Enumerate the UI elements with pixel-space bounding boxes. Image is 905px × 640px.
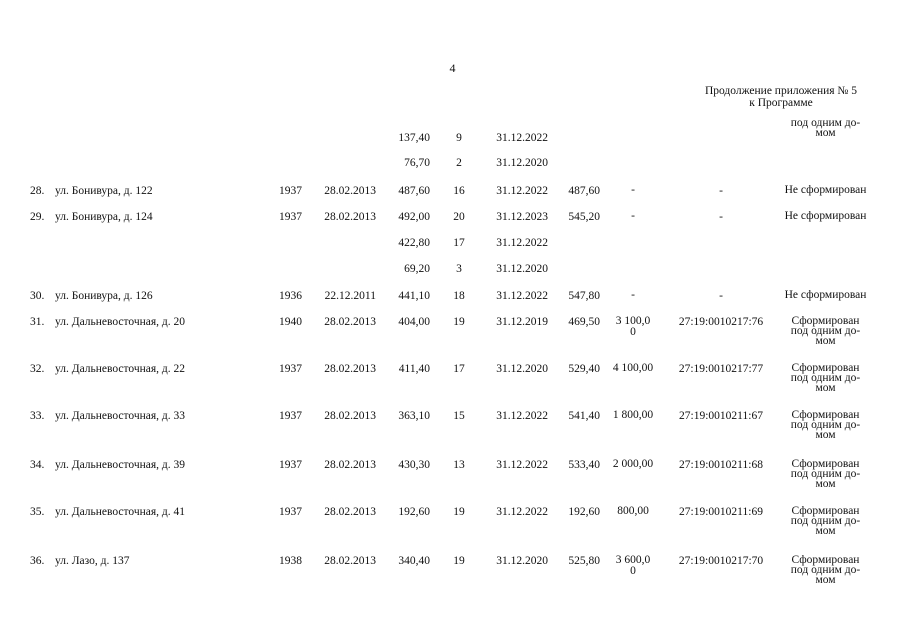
appendix-header (690, 85, 872, 109)
cadastral-number-cell: - (719, 211, 723, 223)
area-cell: 363,10 (398, 410, 430, 422)
resettlement-date-cell: 31.12.2022 (496, 506, 548, 518)
residents-count-cell: 19 (453, 506, 465, 518)
residents-count-cell: 18 (453, 290, 465, 302)
plot-status-cell: Не сформирован (784, 210, 867, 222)
total-area-cell: 469,50 (568, 316, 600, 328)
land-area-cell: 4 100,00 (612, 362, 654, 374)
cadastral-number-cell: 27:19:0010217:76 (678, 316, 764, 328)
address-cell: ул. Дальневосточная, д. 39 (55, 459, 186, 471)
address-cell: ул. Дальневосточная, д. 20 (55, 316, 186, 328)
cadastral-number-cell: - (719, 185, 723, 197)
recognition-date-cell: 28.02.2013 (324, 363, 376, 375)
plot-status-cell: Сформирован под одним до- мом (790, 458, 861, 490)
area-cell: 441,10 (398, 290, 430, 302)
year-built-cell: 1937 (279, 506, 302, 518)
resettlement-date-cell: 31.12.2022 (496, 185, 548, 197)
land-area-cell: - (631, 289, 635, 301)
land-area-cell: - (631, 184, 635, 196)
residents-count-cell: 13 (453, 459, 465, 471)
table-row (0, 409, 905, 441)
address-cell: ул. Бонивура, д. 122 (55, 185, 153, 197)
residents-count-cell: 16 (453, 185, 465, 197)
year-built-cell: 1938 (279, 555, 302, 567)
table-row (0, 290, 905, 304)
row-number: 30. (30, 290, 45, 302)
area-cell: 404,00 (398, 316, 430, 328)
resettlement-date-cell: 31.12.2022 (496, 237, 548, 249)
table-row (0, 185, 905, 199)
row-number: 34. (30, 459, 45, 471)
row-number: 29. (30, 211, 45, 223)
recognition-date-cell: 28.02.2013 (324, 506, 376, 518)
address-cell: ул. Дальневосточная, д. 22 (55, 363, 186, 375)
resettlement-date-cell: 31.12.2023 (496, 211, 548, 223)
resettlement-date-cell: 31.12.2020 (496, 555, 548, 567)
cadastral-number-cell: 27:19:0010211:68 (679, 459, 763, 471)
table-row (0, 263, 905, 277)
table-row (0, 211, 905, 225)
year-built-cell: 1937 (279, 363, 302, 375)
year-built-cell: 1937 (279, 211, 302, 223)
total-area-cell: 541,40 (568, 410, 600, 422)
address-cell: ул. Дальневосточная, д. 41 (55, 506, 186, 518)
address-cell: ул. Бонивура, д. 124 (55, 211, 153, 223)
page-number: 4 (449, 61, 456, 75)
cadastral-number-cell: 27:19:0010211:69 (679, 506, 763, 518)
appendix-title: Продолжение приложения № 5 (704, 85, 858, 97)
total-area-cell: 547,80 (568, 290, 600, 302)
area-cell: 492,00 (398, 211, 430, 223)
row-number: 33. (30, 410, 45, 422)
year-built-cell: 1940 (279, 316, 302, 328)
total-area-cell: 487,60 (568, 185, 600, 197)
recognition-date-cell: 28.02.2013 (324, 555, 376, 567)
plot-status-cell: Сформирован под одним до- мом (790, 554, 861, 586)
residents-count-cell: 9 (456, 132, 462, 144)
area-cell: 411,40 (398, 363, 430, 375)
year-built-cell: 1937 (279, 459, 302, 471)
resettlement-date-cell: 31.12.2022 (496, 459, 548, 471)
recognition-date-cell: 28.02.2013 (324, 410, 376, 422)
table-row (0, 132, 905, 146)
plot-status-cell: Сформирован под одним до- мом (790, 409, 861, 441)
cadastral-number-cell: 27:19:0010217:70 (678, 555, 764, 567)
table-row (0, 554, 905, 586)
area-cell: 192,60 (398, 506, 430, 518)
area-cell: 137,40 (398, 132, 430, 144)
residents-count-cell: 3 (456, 263, 462, 275)
total-area-cell: 533,40 (568, 459, 600, 471)
resettlement-date-cell: 31.12.2020 (496, 157, 548, 169)
residents-count-cell: 20 (453, 211, 465, 223)
resettlement-date-cell: 31.12.2022 (496, 132, 548, 144)
table-row (0, 157, 905, 171)
residents-count-cell: 19 (453, 555, 465, 567)
table-row (0, 237, 905, 251)
residents-count-cell: 17 (453, 363, 465, 375)
resettlement-date-cell: 31.12.2020 (496, 363, 548, 375)
recognition-date-cell: 28.02.2013 (324, 211, 376, 223)
plot-status-cell: Сформирован под одним до- мом (790, 315, 861, 347)
recognition-date-cell: 28.02.2013 (324, 316, 376, 328)
plot-status-cell: Не сформирован (784, 289, 867, 301)
row-number: 32. (30, 363, 45, 375)
table-row (0, 362, 905, 394)
land-area-cell: 3 600,0 0 (615, 554, 651, 577)
total-area-cell: 529,40 (568, 363, 600, 375)
land-area-cell: - (631, 210, 635, 222)
table-row (0, 458, 905, 490)
resettlement-date-cell: 31.12.2019 (496, 316, 548, 328)
total-area-cell: 192,60 (568, 506, 600, 518)
plot-status-cell: под одним до- мом (790, 117, 861, 139)
table-row (0, 505, 905, 537)
residents-count-cell: 19 (453, 316, 465, 328)
land-area-cell: 3 100,0 0 (615, 315, 651, 338)
total-area-cell: 525,80 (568, 555, 600, 567)
resettlement-date-cell: 31.12.2020 (496, 263, 548, 275)
row-number: 28. (30, 185, 45, 197)
total-area-cell: 545,20 (568, 211, 600, 223)
land-area-cell: 800,00 (617, 505, 649, 517)
resettlement-date-cell: 31.12.2022 (496, 290, 548, 302)
area-cell: 69,20 (404, 263, 430, 275)
appendix-subtitle: к Программе (749, 97, 813, 109)
area-cell: 340,40 (398, 555, 430, 567)
area-cell: 76,70 (404, 157, 430, 169)
cadastral-number-cell: 27:19:0010217:77 (678, 363, 764, 375)
area-cell: 487,60 (398, 185, 430, 197)
recognition-date-cell: 28.02.2013 (324, 459, 376, 471)
row-number: 36. (30, 555, 45, 567)
area-cell: 430,30 (398, 459, 430, 471)
residents-count-cell: 17 (453, 237, 465, 249)
area-cell: 422,80 (398, 237, 430, 249)
address-cell: ул. Лазо, д. 137 (55, 555, 130, 567)
recognition-date-cell: 22.12.2011 (324, 290, 376, 302)
land-area-cell: 2 000,00 (612, 458, 654, 470)
year-built-cell: 1937 (279, 410, 302, 422)
resettlement-date-cell: 31.12.2022 (496, 410, 548, 422)
address-cell: ул. Бонивура, д. 126 (55, 290, 153, 302)
land-area-cell: 1 800,00 (612, 409, 654, 421)
year-built-cell: 1937 (279, 185, 302, 197)
cadastral-number-cell: 27:19:0010211:67 (679, 410, 763, 422)
residents-count-cell: 15 (453, 410, 465, 422)
plot-status-cell: Сформирован под одним до- мом (790, 362, 861, 394)
address-cell: ул. Дальневосточная, д. 33 (55, 410, 186, 422)
table-row (0, 315, 905, 347)
row-number: 35. (30, 506, 45, 518)
cadastral-number-cell: - (719, 290, 723, 302)
recognition-date-cell: 28.02.2013 (324, 185, 376, 197)
plot-status-cell: Не сформирован (784, 184, 867, 196)
year-built-cell: 1936 (279, 290, 302, 302)
plot-status-cell: Сформирован под одним до- мом (790, 505, 861, 537)
row-number: 31. (30, 316, 45, 328)
residents-count-cell: 2 (456, 157, 462, 169)
